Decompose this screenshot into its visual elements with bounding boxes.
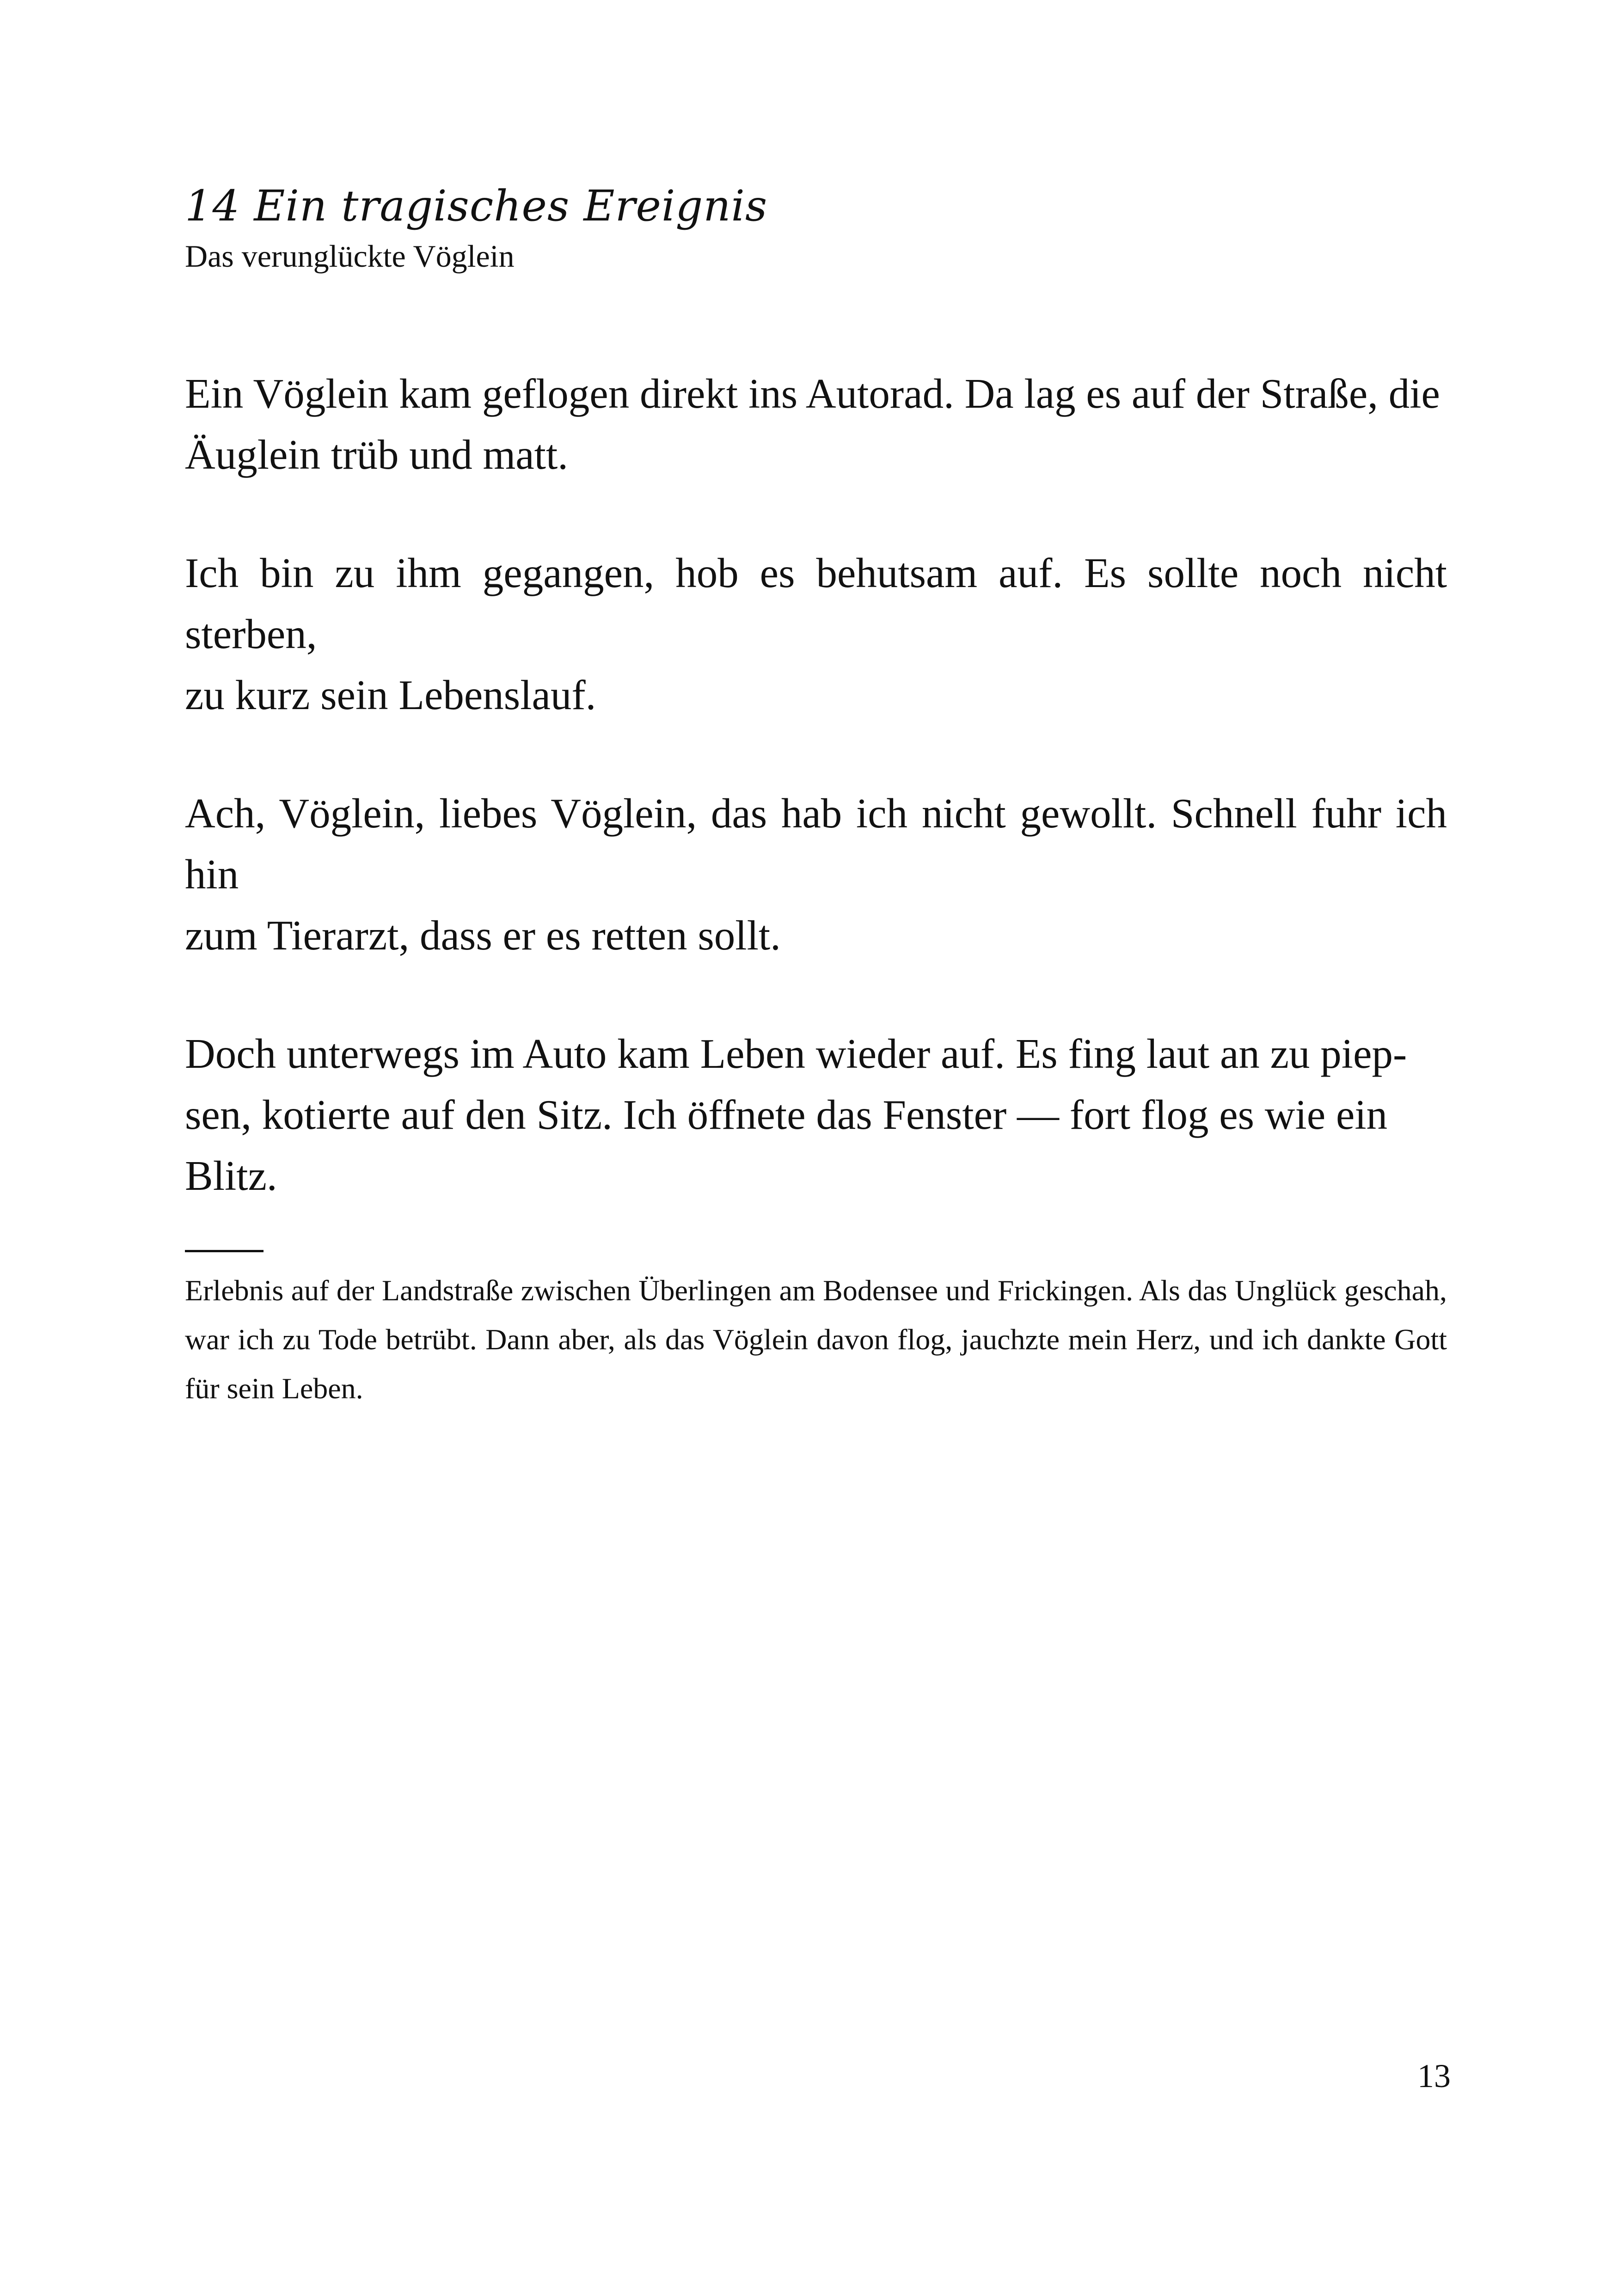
- chapter-title: 14 Ein tragisches Ereignis: [185, 181, 768, 231]
- chapter-subtitle: Das verunglückte Vöglein: [185, 239, 515, 274]
- poem: [185, 363, 1447, 1206]
- stanza-4: [185, 1023, 1447, 1206]
- stanza-line: sen, kotierte auf den Sitz. Ich öffnete das Fenster — fort flog es wie ein Blitz.: [185, 1091, 1388, 1199]
- stanza-line: Ach, Vöglein, liebes Vöglein, das hab ich nicht gewollt. Schnell fuhr ich hin: [185, 790, 1447, 898]
- page-content: [185, 183, 1447, 1413]
- stanza-line: Äuglein trüb und matt.: [185, 431, 568, 478]
- stanza-1: [185, 363, 1447, 485]
- stanza-line: Ein Vöglein kam geflogen direkt ins Autorad. Da lag es auf der Straße, die: [185, 370, 1440, 417]
- footnote: Erlebnis auf der Landstraße zwischen Überlingen am Bodensee und Frickingen. Als das Unglück geschah, war ich zu Tode betrübt. Dann aber, als das Vöglein davon flog, jauchzte mein Herz, und ich dankte Gott für sein Leben.: [185, 1274, 1447, 1405]
- stanza-3: [185, 783, 1447, 966]
- page-number: 13: [1417, 2057, 1451, 2094]
- stanza-line: zum Tierarzt, dass er es retten sollt.: [185, 912, 781, 959]
- stanza-line: zu kurz sein Lebenslauf.: [185, 671, 596, 718]
- stanza-line: Ich bin zu ihm gegangen, hob es behutsam auf. Es sollte noch nicht sterben,: [185, 549, 1447, 657]
- stanza-2: [185, 543, 1447, 726]
- footnote-divider: [185, 1250, 264, 1252]
- stanza-line: Doch unterwegs im Auto kam Leben wieder auf. Es fing laut an zu piep-: [185, 1030, 1407, 1077]
